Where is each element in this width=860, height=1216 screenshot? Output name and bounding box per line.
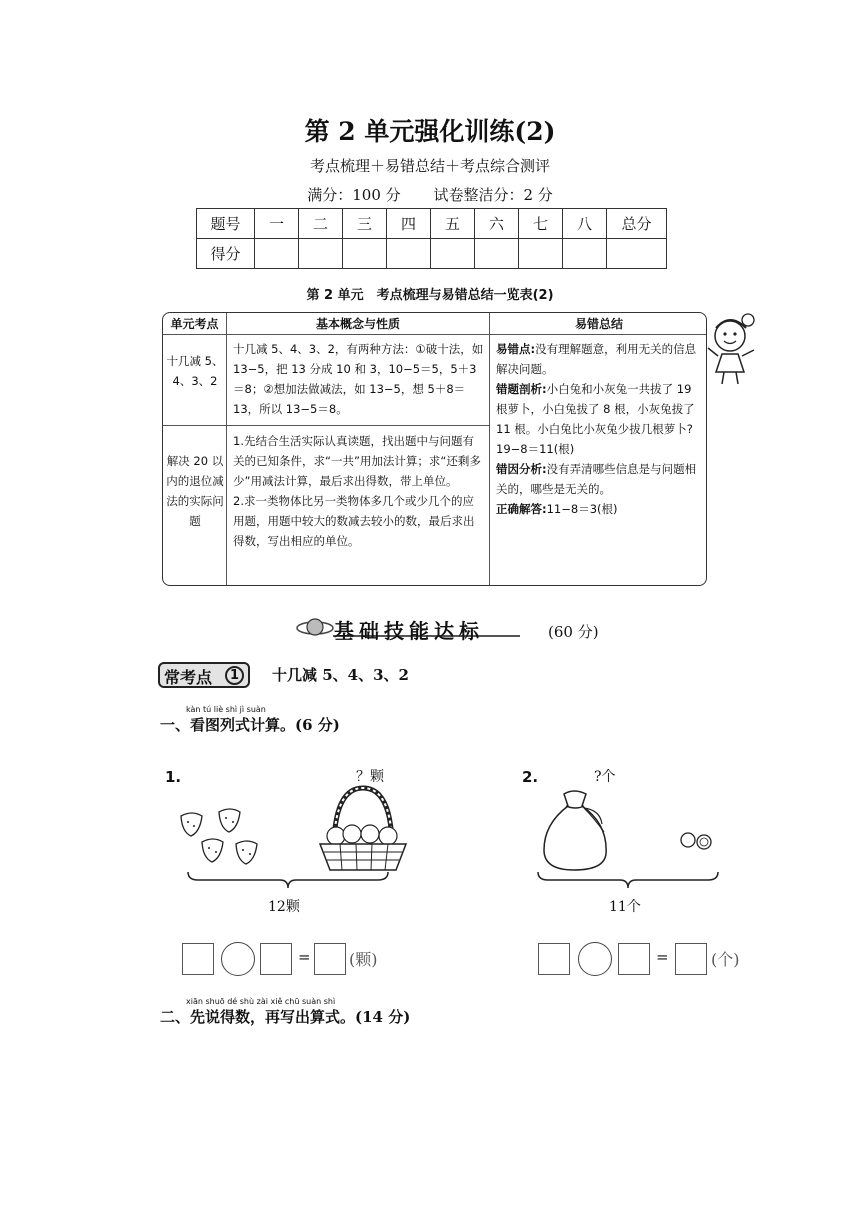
answer-box[interactable] (314, 943, 346, 975)
score-input-cell[interactable] (343, 239, 387, 269)
section-score: (60 分) (548, 623, 599, 641)
err-cause: 错因分析:没有弄清哪些信息是与问题相关的，哪些是无关的。 (496, 462, 697, 496)
score-input-cell[interactable] (563, 239, 607, 269)
summary-col-topic (163, 313, 227, 585)
equals-sign: = (656, 948, 669, 966)
page-subtitle: 考点梳理＋易错总结＋考点综合测评 (309, 157, 550, 175)
summary-col-concept (227, 313, 490, 585)
operator-circle[interactable] (578, 942, 612, 976)
err-point: 易错点:没有理解题意，利用无关的信息解决问题。 (496, 342, 697, 376)
problem-1-unit: (颗) (349, 950, 378, 969)
score-input-cell[interactable] (607, 239, 667, 269)
score-table (196, 208, 667, 269)
problem-2-total: 11个 (609, 899, 641, 915)
score-header-cell: 四 (387, 209, 431, 239)
score-input-cell[interactable] (387, 239, 431, 269)
score-header-cell: 一 (255, 209, 299, 239)
total-brace-1 (186, 870, 390, 890)
summary-concept-2 (233, 431, 485, 551)
q2-pinyin: xiān shuō dé shù zài xiě chū suàn shì (186, 997, 336, 1006)
strawberries-icon (176, 800, 276, 870)
answer-box[interactable] (618, 943, 650, 975)
summary-header-topic: 单元考点 (163, 313, 226, 335)
score-header-cell: 七 (519, 209, 563, 239)
summary-errors-content (496, 339, 706, 519)
summary-topic-1: 十几减 5、4、3、2 (166, 354, 224, 388)
summary-header-concept: 基本概念与性质 (227, 313, 489, 335)
coins-icon (678, 830, 718, 852)
problem-1-total: 12颗 (268, 899, 300, 915)
neat-score: 试卷整洁分：2 分 (433, 186, 553, 204)
answer-box[interactable] (182, 943, 214, 975)
score-row-label: 得分 (197, 239, 255, 269)
score-input-cell[interactable] (431, 239, 475, 269)
score-table-header-row (197, 209, 667, 239)
summary-concept-1: 十几减 5、4、3、2，有两种方法：①破十法，如 13−5，把 13 分成 10 和 3，10−5＝5，5＋3＝8；②想加法做减法，如 13−5，想 5＋8＝13，所以 13−5＝8。 (233, 342, 484, 416)
problem-2-label: 2. (522, 768, 539, 786)
equals-sign: = (298, 948, 311, 966)
page-title: 第 2 单元强化训练(2) (304, 117, 556, 146)
q2-heading: 二、先说得数，再写出算式。(14 分) (160, 1008, 411, 1026)
score-info (0, 184, 860, 205)
summary-table (162, 312, 707, 586)
keypoint-title: 十几减 5、4、3、2 (272, 666, 409, 684)
operator-circle[interactable] (221, 942, 255, 976)
problem-1-question: ？颗 (356, 769, 384, 785)
score-header-cell: 八 (563, 209, 607, 239)
section-banner-title: 基础技能达标 (334, 619, 484, 643)
keypoint-badge-number: 1 (225, 666, 244, 685)
summary-topic-2: 解决 20 以内的退位减法的实际问题 (166, 454, 224, 528)
q1-heading: 一、看图列式计算。(6 分) (160, 716, 340, 734)
summary-title: 第 2 单元 考点梳理与易错总结一览表(2) (306, 288, 554, 303)
score-input-cell[interactable] (519, 239, 563, 269)
err-analysis: 错题剖析:小白兔和小灰兔一共拔了 19 根萝卜，小白兔拔了 8 根，小灰兔拔了 11 根。小白兔比小灰兔少拔几根萝卜? (496, 382, 695, 436)
basket-icon (316, 784, 410, 876)
err-wrong-answer: 19−8＝11(根) (496, 442, 575, 456)
keypoint-badge (158, 662, 250, 688)
summary-concept-2-point-1: 1.先结合生活实际认真读题，找出题中与问题有关的已知条件，求“一共”用加法计算；求“还剩多少”用减法计算，最后求出得数，带上单位。 (233, 434, 481, 488)
problem-2-unit: (个) (711, 950, 740, 969)
err-correct: 正确解答:11−8＝3(根) (496, 502, 618, 516)
cartoon-girl-icon (704, 310, 768, 386)
summary-col-errors (490, 313, 707, 585)
answer-box[interactable] (538, 943, 570, 975)
keypoint-badge-label: 常考点 (164, 668, 213, 687)
summary-row-divider (163, 425, 490, 426)
score-table-score-row (197, 239, 667, 269)
problem-1-label: 1. (165, 768, 182, 786)
q1-pinyin: kàn tú liè shì jì suàn (186, 705, 266, 714)
answer-box[interactable] (260, 943, 292, 975)
score-header-cell: 六 (475, 209, 519, 239)
problem-2-question: ?个 (594, 769, 616, 785)
score-input-cell[interactable] (299, 239, 343, 269)
summary-concept-2-point-2: 2.求一类物体比另一类物体多几个或少几个的应用题，用题中较大的数减去较小的数，最后求出得数，写出相应的单位。 (233, 494, 475, 548)
score-header-cell: 五 (431, 209, 475, 239)
total-brace-2 (536, 870, 720, 890)
score-header-cell: 三 (343, 209, 387, 239)
score-input-cell[interactable] (475, 239, 519, 269)
score-input-cell[interactable] (255, 239, 299, 269)
summary-header-errors: 易错总结 (490, 313, 707, 335)
bag-icon (538, 788, 612, 872)
answer-box[interactable] (675, 943, 707, 975)
full-score: 满分：100 分 (307, 186, 401, 204)
score-header-cell: 题号 (197, 209, 255, 239)
score-header-cell: 二 (299, 209, 343, 239)
score-header-cell: 总分 (607, 209, 667, 239)
